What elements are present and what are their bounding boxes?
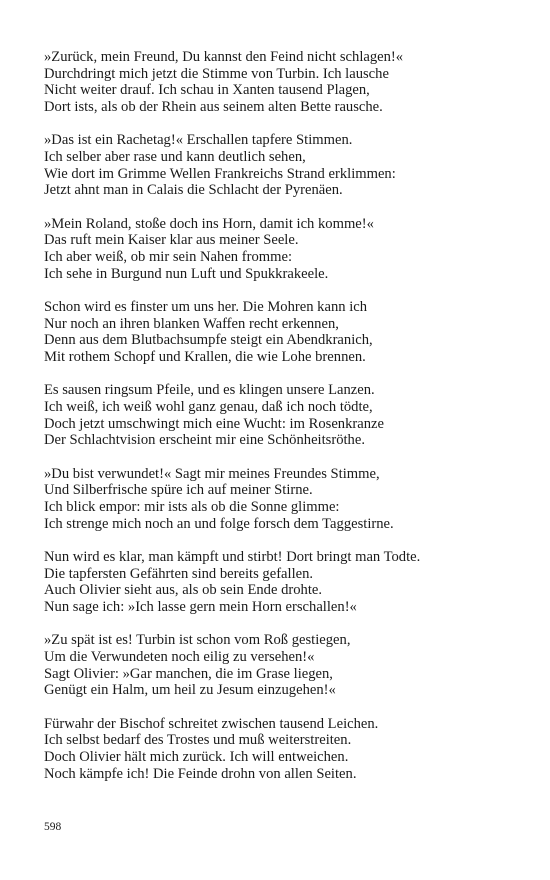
stanza-3: [44, 216, 484, 283]
verse-line: Denn aus dem Blutbachsumpfe steigt ein Abendkranich,: [44, 332, 373, 349]
verse-line: Noch kämpfe ich! Die Feinde drohn von allen Seiten.: [44, 765, 357, 782]
verse-line: Auch Olivier sieht aus, als ob sein Ende drohte.: [44, 582, 323, 599]
poem-page: [44, 49, 484, 799]
verse-line: Durchdringt mich jetzt die Stimme von Turbin. Ich lausche: [44, 65, 389, 82]
verse-line: Nun sage ich: »Ich lasse gern mein Horn erschallen!«: [44, 598, 357, 615]
stanza-9: [44, 716, 484, 783]
verse-line: Nur noch an ihren blanken Waffen recht erkennen,: [44, 315, 339, 332]
verse-line: Ich strenge mich noch an und folge forsch dem Taggestirne.: [44, 515, 394, 532]
verse-line: Die tapfersten Gefährten sind bereits gefallen.: [44, 565, 314, 582]
verse-line: Und Silberfrische spüre ich auf meiner Stirne.: [44, 482, 313, 499]
verse-line: Nun wird es klar, man kämpft und stirbt! Dort bringt man Todte.: [44, 548, 421, 565]
stanza-8: [44, 632, 484, 699]
verse-line: Ich blick empor: mir ists als ob die Sonne glimme:: [44, 498, 340, 515]
verse-line: Der Schlachtvision erscheint mir eine Schönheitsröthe.: [44, 432, 365, 449]
stanza-2: [44, 132, 484, 199]
verse-line: Um die Verwundeten noch eilig zu versehen!«: [44, 648, 315, 665]
verse-line: »Zu spät ist es! Turbin ist schon vom Roß gestiegen,: [44, 632, 351, 649]
verse-line: Fürwahr der Bischof schreitet zwischen tausend Leichen.: [44, 715, 379, 732]
stanza-6: [44, 466, 484, 533]
stanza-1: [44, 49, 484, 116]
verse-line: Doch jetzt umschwingt mich eine Wucht: im Rosenkranze: [44, 415, 384, 432]
verse-line: Ich selber aber rase und kann deutlich sehen,: [44, 149, 306, 166]
verse-line: Nicht weiter drauf. Ich schau in Xanten tausend Plagen,: [44, 82, 370, 99]
stanza-4: [44, 299, 484, 366]
verse-line: Es sausen ringsum Pfeile, und es klingen unsere Lanzen.: [44, 382, 375, 399]
stanza-7: [44, 549, 484, 616]
stanza-5: [44, 382, 484, 449]
verse-line: Schon wird es finster um uns her. Die Mohren kann ich: [44, 298, 368, 315]
verse-line: Sagt Olivier: »Gar manchen, die im Grase liegen,: [44, 665, 333, 682]
verse-line: Jetzt ahnt man in Calais die Schlacht der Pyrenäen.: [44, 182, 343, 199]
verse-line: Ich aber weiß, ob mir sein Nahen fromme:: [44, 249, 293, 266]
verse-line: »Zurück, mein Freund, Du kannst den Feind nicht schlagen!«: [44, 49, 404, 65]
verse-line: Ich weiß, ich weiß wohl ganz genau, daß ich noch tödte,: [44, 398, 373, 415]
page-number: 598: [44, 821, 62, 833]
verse-line: Genügt ein Halm, um heil zu Jesum einzugehen!«: [44, 682, 336, 699]
verse-line: Ich selbst bedarf des Trostes und muß weiterstreiten.: [44, 732, 352, 749]
verse-line: Wie dort im Grimme Wellen Frankreichs Strand erklimmen:: [44, 165, 396, 182]
verse-line: Mit rothem Schopf und Krallen, die wie Lohe brennen.: [44, 349, 366, 366]
verse-line: Ich sehe in Burgund nun Luft und Spukkrakeele.: [44, 265, 329, 282]
verse-line: Doch Olivier hält mich zurück. Ich will entweichen.: [44, 748, 349, 765]
verse-line: »Mein Roland, stoße doch ins Horn, damit ich komme!«: [44, 215, 374, 232]
verse-line: Das ruft mein Kaiser klar aus meiner Seele.: [44, 232, 299, 249]
verse-line: Dort ists, als ob der Rhein aus seinem alten Bette rausche.: [44, 99, 383, 116]
verse-line: »Das ist ein Rachetag!« Erschallen tapfere Stimmen.: [44, 132, 353, 149]
verse-line: »Du bist verwundet!« Sagt mir meines Freundes Stimme,: [44, 465, 380, 482]
